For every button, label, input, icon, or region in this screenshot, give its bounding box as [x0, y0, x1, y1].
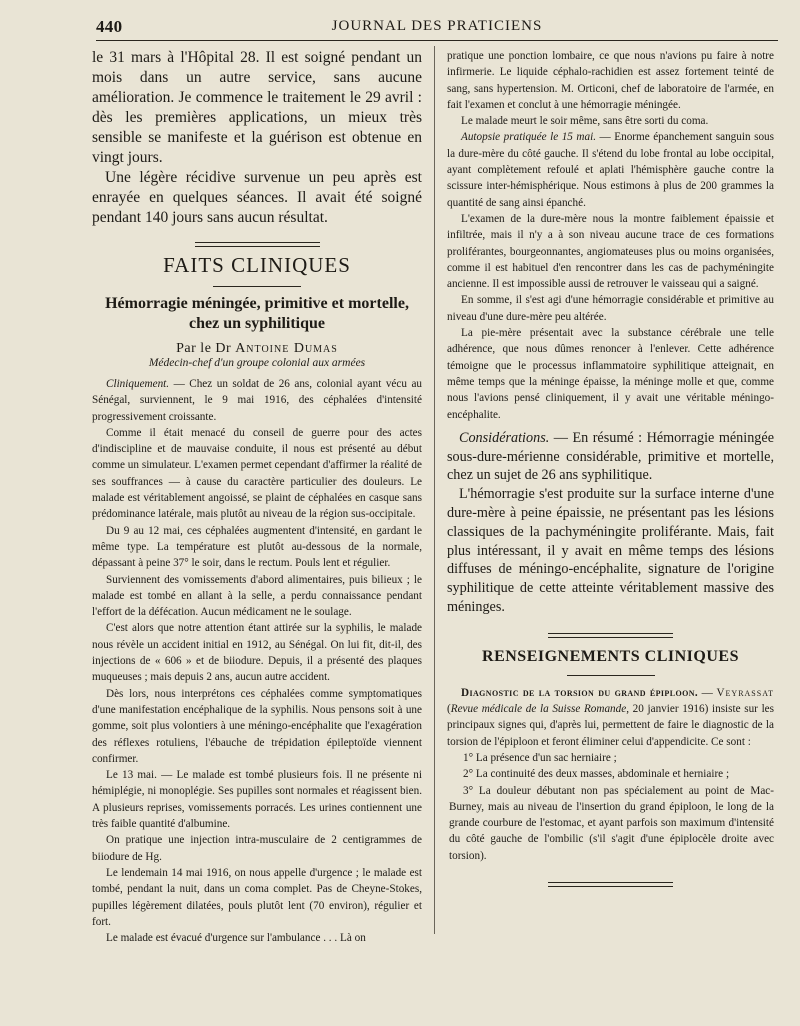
paragraph-8: On pratique une injection intra-musculaire de 2 centigrammes de biiodure de Hg.: [92, 834, 422, 863]
cited-author: Veyrassat: [716, 686, 774, 699]
sign-list: [447, 750, 774, 864]
page-header: [96, 17, 778, 39]
title-divider: [92, 286, 422, 287]
author-role: Médecin-chef d'un groupe colonial aux armées: [148, 357, 366, 369]
paragraph-r2: Le malade meurt le soir même, sans être sorti du coma.: [461, 115, 709, 128]
intro-paragraph-2: Une légère récidive survenue un peu après est enrayée en quelques séances. Il avait été soigné pendant 140 jours sans aucun résultat.: [92, 169, 422, 226]
section-divider: [447, 633, 774, 638]
paragraph-r4: L'examen de la dure-mère nous la montre faiblement épaissie et infiltrée, mais il n'y a à son niveau aucune trace de ces formations proliférantes, bourgeonnantes, angiomateuses plus ou moins organisées, comme il est habituel d'en rencontrer dans les cas de pachyméningite ancienne. Il est impossible aussi de retrouver le vaisseau qui a saigné.: [447, 212, 774, 291]
journal-title: JOURNAL DES PRATICIENS: [331, 18, 543, 34]
cited-journal: Revue médicale de la Suisse Romande: [450, 703, 627, 716]
paragraph-r5: En somme, il s'est agi d'une hémorragie considérable et primitive au niveau d'une dure-mère peu altérée.: [447, 294, 774, 323]
byline: [92, 341, 422, 357]
section-title: FAITS CLINIQUES: [163, 253, 351, 277]
paragraph-r1: pratique une ponction lombaire, ce que nous n'avions pu faire à notre infirmerie. Le liquide céphalo-rachidien est assez fortement teinté de sang, sans hypertension. M. Orticoni, chef de laboratoire de l'armée, en fait l'examen et conclut à une hémorragie méningée.: [447, 50, 774, 111]
article-title: Hémorragie méningée, primitive et mortelle, chez un syphilitique: [105, 295, 409, 332]
paragraph-lead: Diagnostic de la torsion du grand épiploon.: [461, 686, 699, 699]
end-divider: [447, 882, 774, 887]
header-rule: [96, 40, 778, 41]
paragraph-5: C'est alors que notre attention étant attirée sur la syphilis, le malade nous révèle un accident initial en 1912, au Sénégal. On lui fit, dit-il, des injections de « 606 » et de biiodure. Depuis, il a présenté des plaques muqueuses ; mais depuis 2 ans, aucun autre accident.: [92, 622, 422, 684]
paragraph-2: Comme il était menacé du conseil de guerre pour des actes d'indiscipline et de mauvaise conduite, il nous est présenté au début comme un simulateur. L'examen permet cependant d'affirmer la réalité de ses souffrances — à cause du caractère particulier des douleurs. Le malade est véritablement angoissé, se plaint de céphalées en casque sans prédominance latérale, mais plutôt au niveau de la région sus-occipitale.: [92, 426, 422, 521]
paragraph-r6: La pie-mère présentait avec la substance cérébrale une telle adhérence, que nous dûmes renoncer à l'enlever. Cette adhérence témoigne que le processus inflammatoire syphilitique atteignait, en même temps que la méninge épaisse, la méninge molle et que, comme nous l'avions pensé cliniquement, il y avait une véritable méningo-encéphalite.: [447, 327, 774, 421]
paragraph-lead: Considérations.: [459, 429, 550, 446]
paragraph-3: Du 9 au 12 mai, ces céphalées augmentent d'intensité, en gardant le même type. La température est plutôt au-dessous de la normale, dépassant à peine 37° le soir, dans le rectum. Pouls lent et régulier.: [92, 524, 422, 570]
paragraph-diagnostic: Diagnostic de la torsion du grand épiploon. — Veyrassat (Revue médicale de la Suisse Romande, 20 janvier 1916) insiste sur les principaux signes qui, d'après lui, permettent de faire le diagnostic de la torsion de l'épiploon et feront éliminer celui d'appendicite. Ce sont :: [447, 686, 774, 748]
list-item: 1° La présence d'un sac herniaire ;: [463, 751, 617, 764]
intro-paragraph-1: le 31 mars à l'Hôpital 28. Il est soigné pendant un mois dans un autre service, sans aucune amélioration. Je commence le traitement le 29 avril : dès les premières applications, un mieux très sensible se manifeste et la guérison est obtenue en vingt jours.: [92, 49, 422, 166]
section-title-2: RENSEIGNEMENTS CLINIQUES: [482, 647, 739, 665]
paragraph-4: Surviennent des vomissements d'abord alimentaires, puis bilieux ; le malade est tombé en allant à la selle, a perdu connaissance pendant l'effort de la défécation. Aucun médicament ne le soulage.: [92, 573, 422, 619]
paragraph-cliniquement: Cliniquement. — Chez un soldat de 26 ans, colonial ayant vécu au Sénégal, surviennent, le 9 mai 1916, des céphalées d'intensité progressivement croissante.: [92, 378, 422, 423]
paragraph-6: Dès lors, nous interprétons ces céphalées comme symptomatiques d'une manifestation encéphalique de la syphilis. Nous pensons soit à une gomme, soit plus volontiers à une méningo-encéphalite que l'exagération des réflexes rotuliens, l'ébauche de trépidation épileptoïde viennent confirmer.: [92, 687, 422, 765]
list-item: 2° La continuité des deux masses, abdominale et herniaire ;: [463, 768, 730, 781]
paragraph-10: Le malade est évacué d'urgence sur l'ambulance . . . Là on: [106, 932, 366, 945]
author-name: Antoine Dumas: [235, 341, 338, 356]
column-divider: [434, 46, 435, 934]
section-divider: [92, 242, 422, 247]
right-column: [447, 48, 774, 887]
paragraph-r8: L'hémorragie s'est produite sur la surface interne d'une dure-mère à peine épaissie, ne présentant pas les lésions classiques de la pachyméningite proliférante. Mais, fait plus intéressant, il y avait en même temps des lésions diffuses de méningo-encéphalite, signature de l'origine syphilitique de cette atteinte véritablement massive des méninges.: [447, 486, 774, 615]
list-item: 3° La douleur débutant non pas spécialement au point de Mac-Burney, mais au niveau de l'insertion du grand épiploon, le long de la grande courbure de l'estomac, et ayant parfois son maximum d'intensité du côté gauche de l'ombilic (s'il s'agit d'une épiplocèle droite avec torsion).: [449, 784, 774, 862]
paragraph-lead: Autopsie pratiquée le 15 mai.: [461, 131, 597, 144]
paragraph-lead: Cliniquement.: [106, 378, 170, 390]
paragraph-considerations: Considérations. — En résumé : Hémorragie méningée sous-dure-mérienne considérable, primitive et mortelle, chez un sujet de 26 ans syphilitique.: [447, 429, 774, 484]
paragraph-7: Le 13 mai. — Le malade est tombé plusieurs fois. Il ne présente ni hémiplégie, ni monoplégie. Ses pupilles sont normales et réagissent bien. A plusieurs reprises, vomissements porracés. Les urines contiennent une très faible quantité d'albumine.: [92, 769, 422, 831]
left-column: [92, 48, 422, 946]
paragraph-9: Le lendemain 14 mai 1916, on nous appelle d'urgence ; le malade est tombé, pendant la nuit, dans un coma complet. Pas de Cheyne-Stokes, pupilles légèrement dilatées, pouls plutôt lent (70 environ), régulier et fort.: [92, 866, 422, 928]
byline-prefix: Par le Dr: [176, 341, 232, 356]
paragraph-autopsie: Autopsie pratiquée le 15 mai. — Enorme épanchement sanguin sous la dure-mère du côté gauche. Il s'étend du lobe frontal au lobe occipital, ayant complètement refoulé et aplati l'hémisphère gauche contre la scissure inter-hémisphérique. Nous estimons à plus de 200 grammes la quantité de sang ainsi épanché.: [447, 131, 775, 209]
page-number: 440: [96, 17, 123, 36]
